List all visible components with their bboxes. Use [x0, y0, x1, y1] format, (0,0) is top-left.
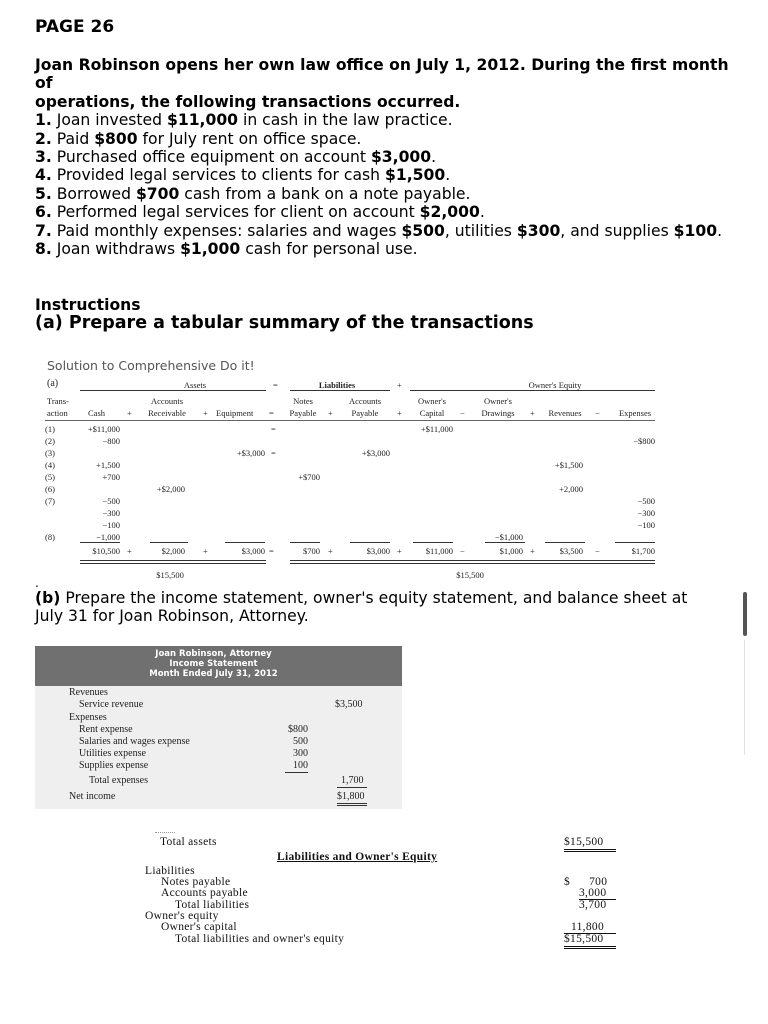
transaction-bold: $700 — [135, 184, 180, 203]
col-equipment: Equipment — [216, 408, 254, 418]
transaction-num: 5. — [35, 184, 52, 203]
tab-cell-od: −$1,000 — [494, 532, 523, 542]
transaction-num: 2. — [35, 129, 52, 148]
tabular-summary: (a) Assets = Liabilities + Owner's Equity Trans- action Cash + Accounts Receivable + Equipment = Notes Payable + Accounts Payable + Owner's Capital − Owner's Drawings + Revenues − Expenses (1) +$11,000 +$11,000 = (2) −800 −$800 (3) +$3,000 +$3,000 = (4) +1,500 +$1,500 (5) +700 +$700 (6) +$2,000 +2,000 (7) −500 −500 −300 −300 −100 −100 (8) −1,000 −$1,000 $10,500 + $2,000 + $3,000 = $700 + $3,000 + $11,000 − $1,000 + $3,500 − $1,700 $15,500 $15,500 — [35, 375, 663, 585]
group-assets: Assets — [183, 380, 207, 390]
bs-owners-capital: 11,800 — [571, 921, 604, 933]
part-b-line-1: Prepare the income statement, owner's equity statement, and balance sheet at — [60, 589, 688, 607]
transaction-num: 3. — [35, 148, 52, 167]
col-expenses: Expenses — [618, 408, 652, 418]
transaction-post: . — [479, 203, 485, 222]
is-title: Income Statement — [169, 659, 258, 669]
transaction-post: cash from a bank on a note payable. — [179, 184, 471, 203]
tab-cell-id: (1) — [45, 424, 55, 434]
grand-total-le: $15,500 — [456, 570, 484, 580]
tab-cell-exp: −$800 — [633, 436, 655, 446]
tab-cell-exp: −300 — [637, 508, 655, 518]
is-net-income: $1,800 — [337, 791, 365, 802]
transaction-bold: $2,000 — [419, 203, 480, 222]
tab-cell-cash: −1,000 — [96, 532, 120, 542]
grand-total-assets: $15,500 — [156, 570, 184, 580]
is-expense-label: Supplies expense — [79, 760, 149, 771]
transaction-item — [35, 166, 735, 184]
col-od-1: Owner's — [484, 396, 512, 406]
bs-total-liabilities: 3,700 — [579, 899, 607, 911]
bs-accounts-payable: 3,000 — [579, 887, 607, 899]
tab-cell-id: (4) — [45, 460, 55, 470]
instruction-part-a: (a) Prepare a tabular summary of the transactions — [35, 313, 534, 333]
is-service-revenue-label: Service revenue — [79, 699, 144, 710]
tab-cell-cash: +$11,000 — [87, 424, 120, 434]
part-a-label: (a) — [47, 378, 59, 389]
income-statement-header — [35, 646, 402, 686]
col-revenues: Revenues — [548, 408, 582, 418]
is-expense-amount: $800 — [288, 724, 308, 735]
tab-cell-cash: −800 — [102, 436, 120, 446]
group-liabilities: Liabilities — [318, 380, 356, 390]
transaction-num: 1. — [35, 111, 52, 130]
transaction-pre: Joan invested — [51, 111, 167, 130]
is-expense-label: Rent expense — [79, 724, 133, 735]
tab-cell-equip: +$3,000 — [236, 448, 265, 458]
bs-notes-payable-label: Notes payable — [161, 876, 231, 888]
tab-cell-oc: +$11,000 — [420, 424, 453, 434]
page-title: PAGE 26 — [35, 17, 115, 37]
is-expense-amount: 500 — [293, 736, 308, 747]
is-expense-label: Utilities expense — [79, 748, 146, 759]
is-expense-label: Salaries and wages expense — [79, 736, 190, 747]
transaction-list — [35, 111, 735, 258]
transaction-post: cash for personal use. — [240, 240, 418, 259]
income-statement — [35, 646, 402, 809]
tab-cell-id: (3) — [45, 448, 55, 458]
total-cash: $10,500 — [92, 546, 120, 556]
total-np: $700 — [303, 546, 320, 556]
tab-cell-rev: +$1,500 — [554, 460, 583, 470]
bs-accounts-payable-label: Accounts payable — [161, 887, 248, 899]
tab-cell-np: +$700 — [298, 472, 320, 482]
balance-sheet — [95, 832, 673, 959]
transaction-num: 6. — [35, 203, 52, 222]
part-b-text — [35, 589, 735, 626]
bs-section-title: Liabilities and Owner's Equity — [277, 851, 438, 863]
total-ar: $2,000 — [161, 546, 185, 556]
col-cash: Cash — [88, 408, 105, 418]
transaction-bold: $11,000 — [167, 111, 239, 130]
col-ar-1: Accounts — [150, 396, 184, 406]
transaction-post: , utilities — [444, 221, 517, 240]
part-b-label: (b) — [35, 589, 61, 607]
bs-liabilities-label: Liabilities — [145, 865, 195, 877]
is-net-income-label: Net income — [69, 791, 116, 802]
tab-cell-id: (5) — [45, 472, 55, 482]
total-od: $1,000 — [499, 546, 523, 556]
tab-cell-exp: −100 — [637, 520, 655, 530]
solution-title: Solution to Comprehensive Do it! — [47, 358, 255, 373]
transaction-bold: $800 — [94, 129, 138, 148]
transaction-post: in cash in the law practice. — [238, 111, 453, 130]
bs-notes-payable: $ 700 — [564, 876, 608, 888]
bs-total-assets-label: Total assets — [160, 836, 217, 848]
col-ap-1: Accounts — [348, 396, 382, 406]
transaction-pre: Joan withdraws — [51, 240, 181, 259]
plus-sign: + — [397, 380, 402, 390]
tab-cell-id: (7) — [45, 496, 55, 506]
is-service-revenue: $3,500 — [335, 699, 363, 710]
tab-cell-cash: −100 — [102, 520, 120, 530]
tab-cell-exp: −500 — [637, 496, 655, 506]
bs-total-assets: $15,500 — [564, 836, 604, 848]
equals-sign: = — [273, 380, 278, 390]
transaction-post: . — [445, 166, 451, 185]
transaction-post: . — [431, 148, 437, 167]
transaction-post3: . — [717, 221, 723, 240]
part-b-line-2: July 31 for Joan Robinson, Attorney. — [35, 607, 309, 626]
is-expense-amount: 300 — [293, 748, 308, 759]
transaction-item — [35, 185, 735, 203]
transaction-pre: Paid — [51, 129, 95, 148]
transaction-num: 7. — [35, 221, 52, 240]
transaction-num: 4. — [35, 166, 52, 185]
transaction-post2: , and supplies — [560, 221, 674, 240]
stray-dot: . — [35, 576, 39, 590]
transaction-bold: $1,000 — [180, 240, 241, 259]
is-total-expenses-label: Total expenses — [89, 775, 149, 786]
col-oc-2: Capital — [419, 408, 445, 418]
transaction-pre: Purchased office equipment on account — [51, 148, 371, 167]
tab-cell-id: (2) — [45, 436, 55, 446]
tab-cell-cash: +1,500 — [96, 460, 120, 470]
transaction-pre: Provided legal services to clients for cash — [51, 166, 386, 185]
tab-cell-cash: +700 — [102, 472, 120, 482]
transaction-num: 8. — [35, 240, 52, 259]
problem-statement — [35, 56, 735, 258]
group-owners-equity: Owner's Equity — [528, 380, 582, 390]
total-oc: $11,000 — [425, 546, 453, 556]
tab-cell-id: (8) — [45, 532, 55, 542]
bs-owners-capital-label: Owner's capital — [161, 921, 237, 933]
transaction-item — [35, 130, 735, 148]
total-exp: $1,700 — [631, 546, 655, 556]
col-trans-2: action — [47, 408, 68, 418]
col-np-2: Payable — [289, 408, 317, 418]
scrollbar-thumb[interactable] — [743, 592, 747, 636]
transaction-pre: Paid monthly expenses: salaries and wages — [51, 221, 402, 240]
total-rev: $3,500 — [559, 546, 583, 556]
transaction-item — [35, 111, 735, 129]
transaction-pre: Performed legal services for client on account — [51, 203, 420, 222]
col-oc-1: Owner's — [418, 396, 446, 406]
col-np-1: Notes — [293, 396, 313, 406]
total-equipment: $3,000 — [241, 546, 265, 556]
tab-cell-ar: +$2,000 — [156, 484, 185, 494]
is-period: Month Ended July 31, 2012 — [149, 669, 278, 679]
tab-cell-rev: +2,000 — [559, 484, 583, 494]
intro-line-2: operations, the following transactions occurred. — [35, 92, 461, 111]
is-total-expenses: 1,700 — [341, 775, 364, 786]
col-ar-2: Receivable — [148, 408, 186, 418]
transaction-item — [35, 148, 735, 166]
transaction-item — [35, 222, 735, 240]
col-od-2: Drawings — [481, 408, 515, 418]
transaction-bold3: $100 — [673, 221, 718, 240]
is-expenses-label: Expenses — [69, 712, 107, 723]
scrollbar-track[interactable] — [744, 640, 745, 755]
bs-owners-equity-label: Owner's equity — [145, 910, 219, 922]
tab-cell-cash: −500 — [102, 496, 120, 506]
transaction-item — [35, 203, 735, 221]
is-expense-amount: 100 — [293, 760, 308, 771]
col-ap-2: Payable — [351, 408, 379, 418]
total-ap: $3,000 — [366, 546, 390, 556]
transaction-bold: $1,500 — [385, 166, 446, 185]
intro-line-1: Joan Robinson opens her own law office on July 1, 2012. During the first month of — [35, 56, 729, 93]
transaction-bold2: $300 — [516, 221, 561, 240]
instructions-label: Instructions — [35, 296, 141, 314]
tab-cell-ap: +$3,000 — [361, 448, 390, 458]
bs-total-le: $15,500 — [564, 933, 604, 945]
transaction-bold: $500 — [401, 221, 445, 240]
transaction-bold: $3,000 — [370, 148, 432, 167]
tab-cell-cash: −300 — [102, 508, 120, 518]
transaction-post: for July rent on office space. — [137, 129, 362, 148]
is-revenues-label: Revenues — [69, 687, 108, 698]
transaction-item — [35, 240, 735, 258]
tab-cell-id: (6) — [45, 484, 55, 494]
transaction-pre: Borrowed — [51, 184, 136, 203]
bs-total-le-label: Total liabilities and owner's equity — [175, 933, 345, 945]
is-company: Joan Robinson, Attorney — [155, 649, 272, 659]
bs-total-liabilities-label: Total liabilities — [175, 899, 250, 911]
col-trans-1: Trans- — [47, 396, 69, 406]
